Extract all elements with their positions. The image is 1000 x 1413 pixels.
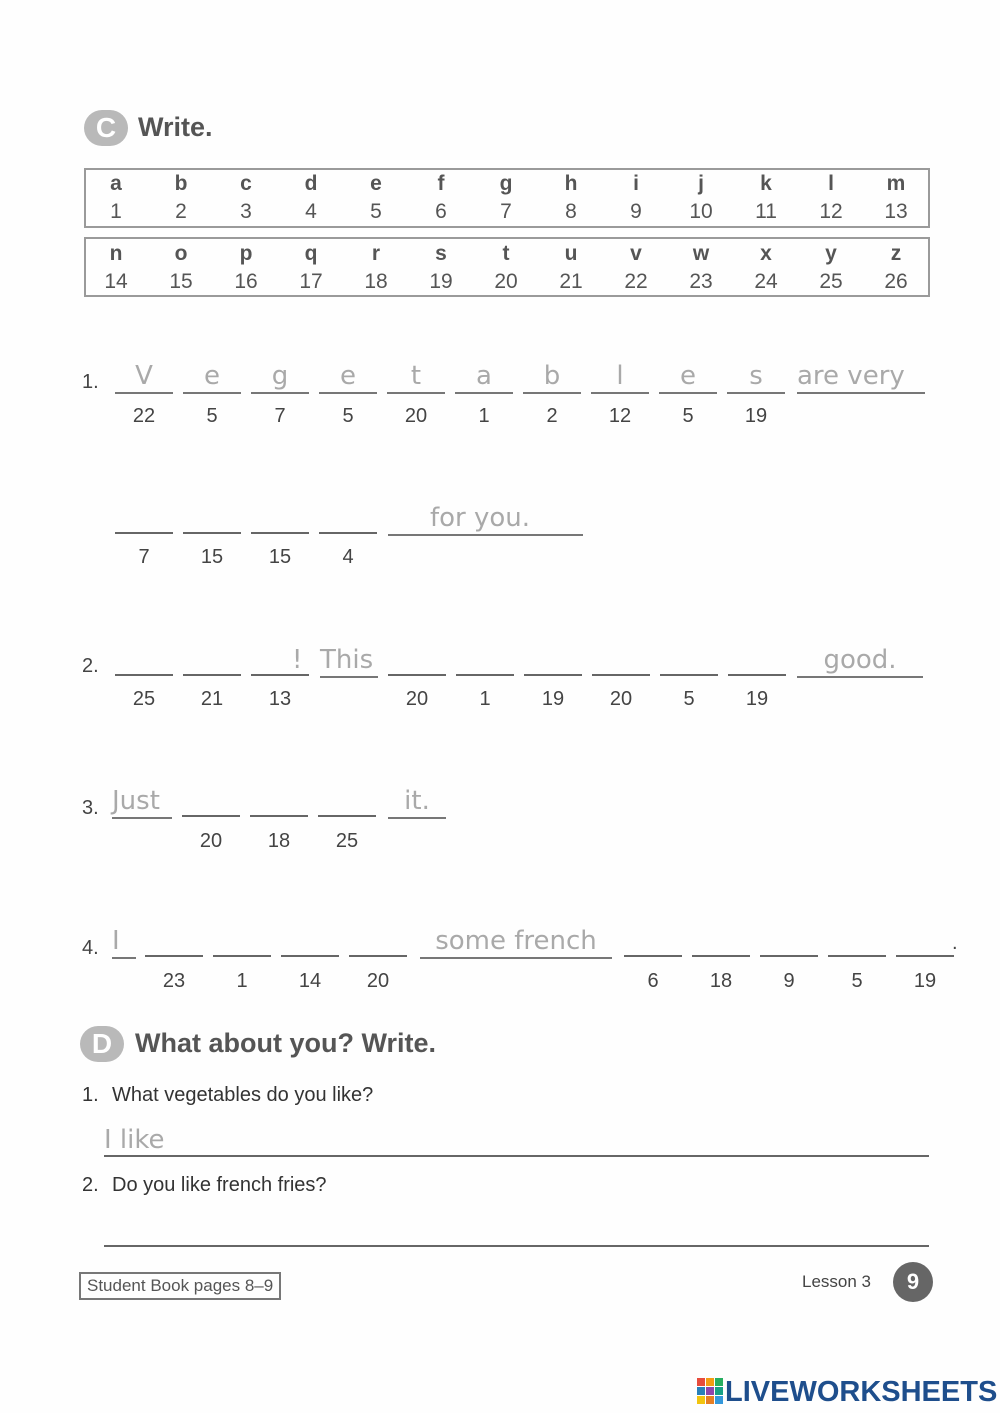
code-letter: c xyxy=(240,172,252,195)
letter-code: 7 xyxy=(274,405,286,427)
code-cell xyxy=(476,170,536,226)
letter-code: 7 xyxy=(138,546,150,568)
section-d-q1-text: What vegetables do you like? xyxy=(112,1084,374,1106)
code-number: 1 xyxy=(110,200,122,223)
answer-blank[interactable] xyxy=(183,500,241,534)
liveworksheets-logo-icon xyxy=(697,1378,723,1404)
letter-code: 1 xyxy=(479,688,491,710)
code-cell xyxy=(801,240,861,296)
code-letter: d xyxy=(304,172,318,195)
code-number: 19 xyxy=(429,270,453,293)
code-number: 7 xyxy=(500,200,512,223)
code-letter: n xyxy=(109,242,123,265)
code-number: 3 xyxy=(240,200,252,223)
code-letter: g xyxy=(499,172,513,195)
answer-blank[interactable] xyxy=(660,642,718,676)
code-cell xyxy=(541,170,601,226)
answer-blank[interactable] xyxy=(115,500,173,534)
code-number: 26 xyxy=(884,270,908,293)
code-letter: m xyxy=(886,172,906,195)
given-text: good. xyxy=(797,642,923,678)
question-4-number: 4. xyxy=(82,937,99,959)
code-number: 12 xyxy=(819,200,843,223)
answer-blank[interactable] xyxy=(250,783,308,817)
letter-code: 6 xyxy=(647,970,659,992)
question-2-number: 2. xyxy=(82,655,99,677)
code-cell xyxy=(476,240,536,296)
code-number: 23 xyxy=(689,270,713,293)
letter-code: 19 xyxy=(745,688,769,710)
answer-blank[interactable]: l xyxy=(591,358,649,394)
code-letter: u xyxy=(564,242,578,265)
section-d-badge: D xyxy=(80,1026,124,1062)
code-cell xyxy=(346,170,406,226)
code-number: 11 xyxy=(755,200,777,223)
code-letter: h xyxy=(564,172,578,195)
letter-code: 2 xyxy=(546,405,558,427)
code-cell xyxy=(281,170,341,226)
section-c-title: Write. xyxy=(138,112,213,142)
code-letter: v xyxy=(630,242,642,265)
answer-blank[interactable] xyxy=(624,923,682,957)
code-number: 18 xyxy=(364,270,388,293)
letter-code: 25 xyxy=(132,688,156,710)
letter-code: 20 xyxy=(404,405,428,427)
letter-code: 20 xyxy=(405,688,429,710)
answer-blank[interactable] xyxy=(183,642,241,676)
code-number: 2 xyxy=(175,200,187,223)
code-number: 5 xyxy=(370,200,382,223)
code-number: 22 xyxy=(624,270,648,293)
code-letter: f xyxy=(437,172,445,195)
code-cell xyxy=(411,170,471,226)
given-text: This xyxy=(320,642,378,678)
given-text: ! xyxy=(292,645,303,675)
letter-code: 5 xyxy=(682,405,694,427)
code-cell xyxy=(606,170,666,226)
code-number: 4 xyxy=(305,200,317,223)
code-letter: q xyxy=(304,242,318,265)
code-letter: y xyxy=(825,242,837,265)
section-d-title: What about you? Write. xyxy=(135,1028,436,1058)
answer-blank[interactable]: t xyxy=(387,358,445,394)
letter-code: 5 xyxy=(206,405,218,427)
code-cell xyxy=(671,170,731,226)
answer-blank[interactable] xyxy=(828,923,886,957)
code-letter: t xyxy=(502,242,510,265)
letter-code: 13 xyxy=(268,688,292,710)
answer-blank[interactable] xyxy=(524,642,582,676)
answer-blank[interactable] xyxy=(281,923,339,957)
answer-blank[interactable] xyxy=(896,923,954,957)
code-letter: e xyxy=(370,172,382,195)
code-number: 8 xyxy=(565,200,577,223)
letter-code: 1 xyxy=(478,405,490,427)
question-1-number: 1. xyxy=(82,371,99,393)
code-letter: l xyxy=(828,172,834,195)
page-number: 9 xyxy=(893,1262,933,1302)
letter-code: 9 xyxy=(783,970,795,992)
question-3-number: 3. xyxy=(82,797,99,819)
answer-blank[interactable]: e xyxy=(659,358,717,394)
code-letter: b xyxy=(174,172,188,195)
lesson-label: Lesson 3 xyxy=(802,1272,871,1291)
letter-code: 19 xyxy=(913,970,937,992)
answer-blank[interactable] xyxy=(318,783,376,817)
code-cell xyxy=(346,240,406,296)
answer-blank[interactable] xyxy=(728,642,786,676)
letter-code: 5 xyxy=(683,688,695,710)
given-text: it. xyxy=(388,783,446,819)
code-letter: z xyxy=(890,242,902,265)
answer-blank[interactable]: e xyxy=(319,358,377,394)
code-number: 20 xyxy=(494,270,518,293)
code-cell xyxy=(86,240,146,296)
section-d-q1-label: 1. xyxy=(82,1084,99,1106)
section-d-q2-text: Do you like french fries? xyxy=(112,1174,327,1196)
answer-blank[interactable]: s xyxy=(727,358,785,394)
code-cell xyxy=(866,240,926,296)
answer-blank[interactable] xyxy=(760,923,818,957)
answer-blank[interactable] xyxy=(145,923,203,957)
letter-code: 5 xyxy=(342,405,354,427)
sentence-end-period: . xyxy=(952,932,958,954)
code-cell xyxy=(671,240,731,296)
answer-blank[interactable] xyxy=(456,642,514,676)
code-letter: w xyxy=(692,242,710,265)
letter-code: 19 xyxy=(744,405,768,427)
code-cell xyxy=(606,240,666,296)
given-text: some french xyxy=(420,923,612,959)
section-d-q2-label: 2. xyxy=(82,1174,99,1196)
answer-blank[interactable] xyxy=(182,783,240,817)
code-letter: x xyxy=(760,242,772,265)
code-number: 15 xyxy=(169,270,193,293)
code-cell xyxy=(86,170,146,226)
code-cell xyxy=(801,170,861,226)
answer-blank[interactable] xyxy=(592,642,650,676)
letter-code: 15 xyxy=(200,546,224,568)
section-c-badge: C xyxy=(84,110,128,146)
letter-code: 22 xyxy=(132,405,156,427)
code-letter: s xyxy=(435,242,447,265)
given-text: are very xyxy=(797,358,925,394)
code-letter: o xyxy=(174,242,188,265)
code-cell xyxy=(216,170,276,226)
answer-blank[interactable] xyxy=(251,500,309,534)
code-number: 16 xyxy=(234,270,258,293)
answer-blank[interactable]: g xyxy=(251,358,309,394)
given-text: I xyxy=(112,923,136,959)
answer-blank[interactable] xyxy=(319,500,377,534)
section-d-answer-1-start: I like xyxy=(104,1125,165,1155)
liveworksheets-text: LIVEWORKSHEETS xyxy=(725,1376,998,1408)
answer-blank[interactable]: V xyxy=(115,358,173,394)
letter-code: 1 xyxy=(236,970,248,992)
book-reference: Student Book pages 8–9 xyxy=(79,1272,281,1300)
answer-blank[interactable]: b xyxy=(523,358,581,394)
letter-code: 25 xyxy=(335,830,359,852)
letter-code: 5 xyxy=(851,970,863,992)
code-letter: k xyxy=(760,172,772,195)
code-number: 9 xyxy=(630,200,642,223)
letter-code: 12 xyxy=(608,405,632,427)
letter-code: 18 xyxy=(709,970,733,992)
answer-blank[interactable]: e xyxy=(183,358,241,394)
code-number: 6 xyxy=(435,200,447,223)
section-d-answer-2-field[interactable] xyxy=(104,1243,929,1247)
letter-code: 20 xyxy=(199,830,223,852)
code-cell xyxy=(151,240,211,296)
given-text: for you. xyxy=(388,500,583,536)
code-number: 10 xyxy=(689,200,713,223)
code-letter: i xyxy=(633,172,639,195)
code-cell xyxy=(151,170,211,226)
letter-code: 15 xyxy=(268,546,292,568)
code-number: 17 xyxy=(299,270,323,293)
code-letter: p xyxy=(239,242,253,265)
letter-code: 20 xyxy=(609,688,633,710)
code-number: 13 xyxy=(884,200,908,223)
code-cell xyxy=(736,240,796,296)
code-number: 21 xyxy=(559,270,583,293)
code-cell xyxy=(281,240,341,296)
code-letter: r xyxy=(371,242,381,265)
letter-code: 21 xyxy=(200,688,224,710)
section-d-answer-1-line xyxy=(104,1153,929,1157)
answer-blank[interactable]: a xyxy=(455,358,513,394)
code-cell xyxy=(541,240,601,296)
code-number: 24 xyxy=(754,270,778,293)
code-letter: a xyxy=(110,172,122,195)
answer-blank[interactable] xyxy=(115,642,173,676)
answer-blank[interactable] xyxy=(349,923,407,957)
code-cell xyxy=(866,170,926,226)
letter-code: 18 xyxy=(267,830,291,852)
letter-code: 20 xyxy=(366,970,390,992)
letter-code: 4 xyxy=(342,546,354,568)
code-number: 14 xyxy=(104,270,128,293)
letter-code: 23 xyxy=(162,970,186,992)
code-letter: j xyxy=(698,172,704,195)
code-number: 25 xyxy=(819,270,843,293)
answer-blank[interactable] xyxy=(388,642,446,676)
letter-code: 14 xyxy=(298,970,322,992)
given-text: Just xyxy=(112,783,172,819)
answer-blank[interactable] xyxy=(213,923,271,957)
answer-blank[interactable] xyxy=(692,923,750,957)
code-cell xyxy=(216,240,276,296)
code-cell xyxy=(736,170,796,226)
code-cell xyxy=(411,240,471,296)
letter-code: 19 xyxy=(541,688,565,710)
